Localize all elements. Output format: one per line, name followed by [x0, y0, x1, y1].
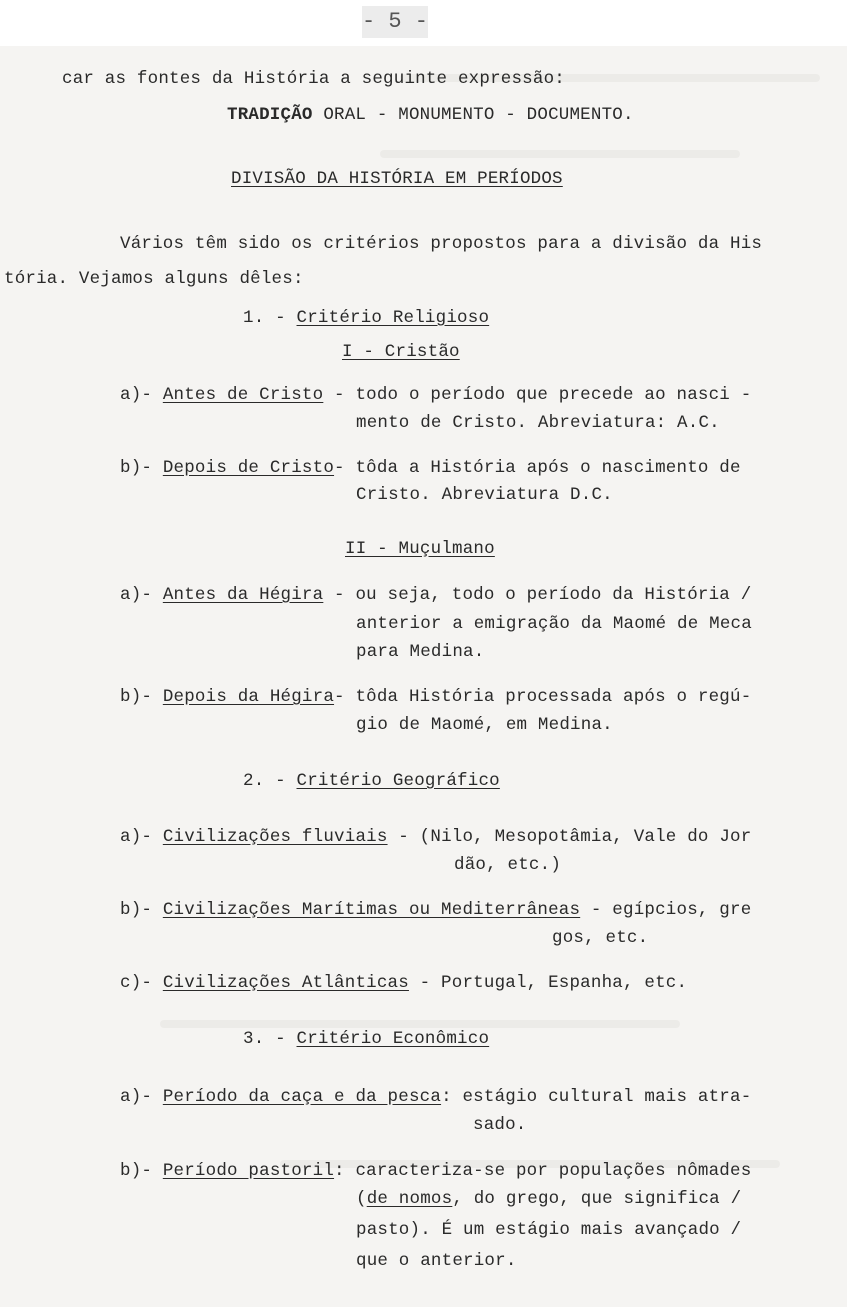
bleed-through-line: [160, 1020, 680, 1028]
list-item: a)- Antes da Hégira - ou seja, todo o período da História /: [120, 585, 752, 605]
section-heading: DIVISÃO DA HISTÓRIA EM PERÍODOS: [231, 169, 563, 189]
list-item-continuation: Cristo. Abreviatura D.C.: [356, 485, 613, 505]
bleed-through-line: [380, 150, 740, 158]
term: Antes da Hégira: [162, 585, 324, 605]
term: Civilizações Marítimas ou Mediterrâneas: [162, 900, 581, 920]
list-item: a)- Civilizações fluviais - (Nilo, Mesopotâmia, Vale do Jor: [120, 827, 752, 847]
list-item-continuation: gio de Maomé, em Medina.: [356, 715, 613, 735]
sources-formula: [227, 104, 634, 126]
subsection-heading: I - Cristão: [342, 342, 460, 362]
term: Depois da Hégira: [162, 687, 335, 707]
term: Depois de Cristo: [162, 458, 335, 478]
list-item-continuation: (de nomos, do grego, que significa /: [356, 1189, 742, 1209]
criterion-heading: 1. - Critério Religioso: [243, 308, 490, 328]
list-item-continuation: mento de Cristo. Abreviatura: A.C.: [356, 413, 720, 433]
subsection-heading: II - Muçulmano: [345, 539, 495, 559]
intro-line: car as fontes da História a seguinte expressão:: [62, 69, 565, 89]
term: de nomos: [366, 1189, 453, 1209]
term: Período da caça e da pesca: [162, 1087, 442, 1107]
list-item-continuation: que o anterior.: [356, 1251, 517, 1271]
criterion-title: Critério Religioso: [296, 308, 490, 328]
criterion-heading: 2. - Critério Geográfico: [243, 771, 500, 791]
term: Civilizações Atlânticas: [162, 973, 409, 993]
list-item: a)- Período da caça e da pesca: estágio cultural mais atra-: [120, 1087, 752, 1107]
list-item: c)- Civilizações Atlânticas - Portugal, Espanha, etc.: [120, 973, 688, 993]
formula-rest: ORAL - MONUMENTO - DOCUMENTO.: [312, 105, 634, 125]
term: Antes de Cristo: [162, 385, 324, 405]
paragraph-line: tória. Vejamos alguns dêles:: [4, 269, 304, 289]
term: Período pastoril: [162, 1161, 335, 1181]
list-item: a)- Antes de Cristo - todo o período que precede ao nasci -: [120, 385, 752, 405]
list-item-continuation: para Medina.: [356, 642, 485, 662]
list-item: b)- Civilizações Marítimas ou Mediterrâneas - egípcios, gre: [120, 900, 752, 920]
term: Civilizações fluviais: [162, 827, 388, 847]
criterion-title: Critério Econômico: [296, 1029, 490, 1049]
formula-bold-word: TRADIÇÃO: [227, 105, 313, 125]
page-number: - 5 -: [362, 6, 428, 38]
list-item: b)- Depois da Hégira- tôda História processada após o regú-: [120, 687, 752, 707]
list-item: b)- Depois de Cristo- tôda a História após o nascimento de: [120, 458, 741, 478]
criterion-heading: 3. - Critério Econômico: [243, 1029, 490, 1049]
list-item-continuation: dão, etc.): [454, 855, 562, 875]
paragraph-line: Vários têm sido os critérios propostos para a divisão da His: [120, 234, 763, 254]
list-item: b)- Período pastoril: caracteriza-se por populações nômades: [120, 1161, 752, 1181]
list-item-continuation: gos, etc.: [552, 928, 649, 948]
list-item-continuation: sado.: [473, 1115, 527, 1135]
list-item-continuation: pasto). É um estágio mais avançado /: [356, 1220, 742, 1240]
list-item-continuation: anterior a emigração da Maomé de Meca: [356, 614, 752, 634]
criterion-title: Critério Geográfico: [296, 771, 500, 791]
